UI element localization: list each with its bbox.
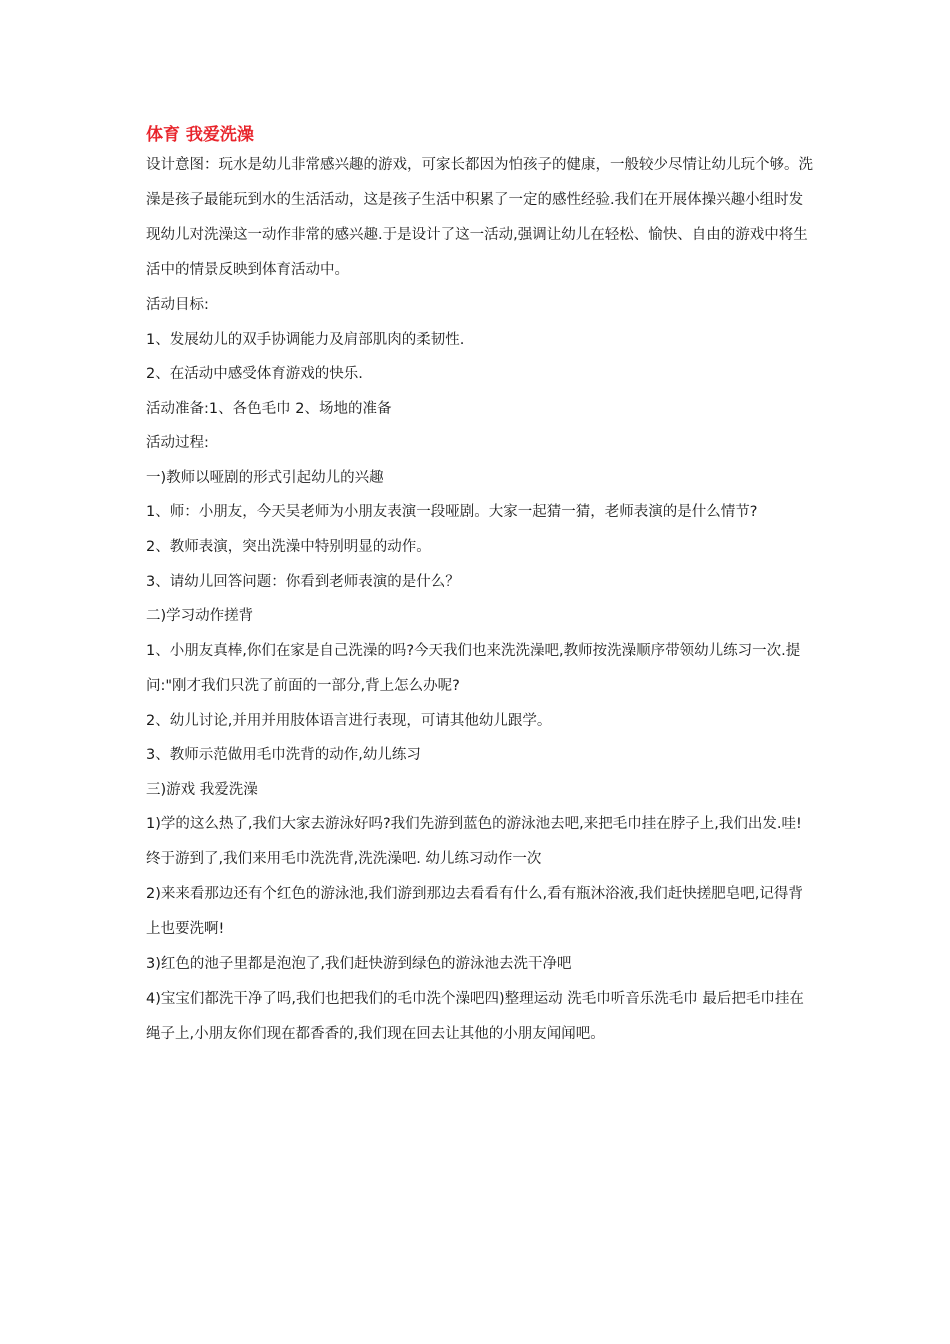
- paragraph-section-2-step-3: 3、教师示范做用毛巾洗背的动作,幼儿练习: [146, 747, 421, 763]
- document-body: [146, 122, 816, 1052]
- paragraph-section-3-heading: 三)游戏 我爱洗澡: [146, 781, 258, 798]
- paragraph-goal-1: 1、发展幼儿的双手协调能力及肩部肌肉的柔韧性.: [146, 331, 465, 348]
- paragraph-section-3-step-4: 4)宝宝们都洗干净了吗,我们也把我们的毛巾洗个澡吧四)整理运动 洗毛巾听音乐洗毛巾 最后把毛巾挂在绳子上,小朋友你们现在都香香的,我们现在回去让其他的小朋友闻闻吧。: [146, 990, 804, 1042]
- document-title: 体育 我爱洗澡: [146, 125, 254, 145]
- paragraph-section-2-step-2: 2、幼儿讨论,并用并用肢体语言进行表现，可请其他幼儿跟学。: [146, 712, 552, 729]
- paragraph-section-3-step-3: 3)红色的池子里都是泡泡了,我们赶快游到绿色的游泳池去洗干净吧: [146, 956, 572, 972]
- paragraph-goals-heading: 活动目标:: [146, 297, 209, 313]
- paragraph-section-2-step-1: 1、小朋友真棒,你们在家是自己洗澡的吗?今天我们也来洗洗澡吧,教师按洗澡顺序带领幼儿练习一次.提问:"刚才我们只洗了前面的一部分,背上怎么办呢?: [146, 642, 801, 694]
- paragraph-section-2-heading: 二)学习动作搓背: [146, 608, 254, 624]
- paragraph-section-1-step-2: 2、教师表演，突出洗澡中特别明显的动作。: [146, 539, 431, 555]
- paragraph-design-intent: 设计意图：玩水是幼儿非常感兴趣的游戏，可家长都因为怕孩子的健康，一般较少尽情让幼儿玩个够。洗澡是孩子最能玩到水的生活活动，这是孩子生活中积累了一定的感性经验.我们在开展体操兴趣小组时发现幼儿对洗澡这一动作非常的感兴趣.于是设计了这一活动,强调让幼儿在轻松、愉快、自由的游戏中将生活中的情景反映到体育活动中。: [146, 157, 813, 278]
- paragraph-goal-2: 2、在活动中感受体育游戏的快乐.: [146, 366, 363, 382]
- paragraph-section-1-step-1: 1、师：小朋友，今天吴老师为小朋友表演一段哑剧。大家一起猜一猜，老师表演的是什么情节?: [146, 504, 758, 520]
- paragraph-preparation: 活动准备:1、各色毛巾 2、场地的准备: [146, 400, 392, 417]
- paragraph-section-1-heading: 一)教师以哑剧的形式引起幼儿的兴趣: [146, 469, 384, 486]
- paragraph-process-heading: 活动过程:: [146, 435, 209, 451]
- paragraph-section-3-step-2: 2)来来看那边还有个红色的游泳池,我们游到那边去看看有什么,看有瓶沐浴液,我们赶快搓肥皂吧,记得背上也要洗啊!: [146, 886, 803, 937]
- paragraph-section-3-step-1: 1)学的这么热了,我们大家去游泳好吗?我们先游到蓝色的游泳池去吧,来把毛巾挂在脖子上,我们出发.哇!终于游到了,我们来用毛巾洗洗背,洗洗澡吧. 幼儿练习动作一次: [146, 816, 802, 867]
- paragraph-section-1-step-3: 3、请幼儿回答问题：你看到老师表演的是什么？: [146, 573, 460, 590]
